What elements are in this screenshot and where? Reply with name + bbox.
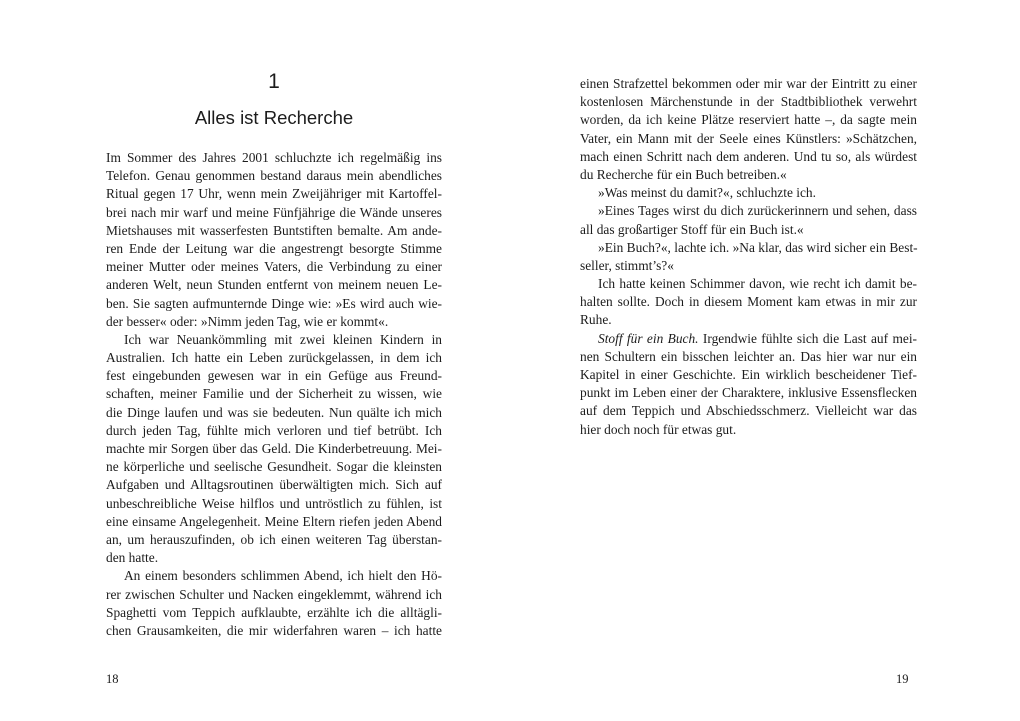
chapter-number: 1 <box>268 70 280 93</box>
text-line <box>106 295 442 313</box>
text-line-content: Aufgaben und Alltagsroutinen überwältigten mich. Sich auf <box>106 477 442 493</box>
text-line <box>106 440 442 458</box>
text-line-content: Vater, ein Mann mit der Seele eines Künstlers: »Schätzchen, <box>580 130 917 146</box>
text-line-content: brei nach mir warf und meine Fünfjährige die Wände unseres <box>106 204 442 220</box>
text-line-content: rer zwischen Schulter und Nacken eingeklemmt, während ich <box>106 586 442 602</box>
text-line-content: hier doch noch für etwas gut. <box>580 421 737 437</box>
text-line <box>580 75 917 93</box>
text-line-content: Kapitel in einer Geschichte. Ein wirklich bescheidener Tief- <box>580 367 917 382</box>
text-line <box>106 549 442 567</box>
text-line <box>580 166 917 184</box>
text-line-content: unbeschreibliche Weise hilflos und untröstlich zu fühlen, ist <box>106 495 442 511</box>
text-line <box>106 586 442 604</box>
text-line <box>580 275 917 293</box>
text-line <box>580 384 917 402</box>
page-number-right: 19 <box>896 672 909 686</box>
text-line-content: Ritual gegen 17 Uhr, wenn mein Zweijähriger mit Kartoffel- <box>106 186 442 202</box>
text-line <box>106 185 442 203</box>
text-line <box>106 240 442 258</box>
text-line <box>580 93 917 111</box>
text-line-content: Ich hatte keinen Schimmer davon, wie recht ich damit be- <box>598 276 917 292</box>
text-line-content: Telefon. Genau genommen bestand daraus mein abendliches <box>106 168 442 184</box>
text-line <box>106 458 442 476</box>
text-line-content: nen Schultern ein bisschen leichter an. Das hier war nur ein <box>580 348 917 364</box>
text-line <box>106 349 442 367</box>
text-line-content: anderen Welt, neun Stunden entfernt von meinem neuen Le- <box>106 277 442 293</box>
text-line <box>580 293 917 311</box>
text-line-content: schaften, meiner Familie und der Sicherheit zu wissen, wie <box>106 386 442 402</box>
text-line <box>106 276 442 294</box>
right-page-body-text <box>580 75 917 439</box>
text-line-content: all das großartiger Stoff für ein Buch ist.« <box>580 221 804 237</box>
text-line-content: auf dem Teppich und Abschiedsschmerz. Vielleicht war das <box>580 403 917 419</box>
text-line <box>106 604 442 622</box>
text-line-content: An einem besonders schlimmen Abend, ich hielt den Hö- <box>124 568 442 584</box>
text-line-content: meiner Mutter oder meines Vaters, die Verbindung zu einer <box>106 259 442 275</box>
text-line <box>580 421 917 439</box>
text-line <box>106 567 442 585</box>
text-line-content: seller, stimmt’s?« <box>580 257 674 273</box>
text-line-content: den hatte. <box>106 550 159 566</box>
text-line-content: chen Grausamkeiten, die mir widerfahren waren – ich hatte <box>106 622 442 638</box>
text-line <box>580 111 917 129</box>
text-line <box>106 404 442 422</box>
text-line <box>580 202 917 220</box>
text-line-content: ne körperliche und seelische Gesundheit. Sogar die kleinsten <box>106 459 442 475</box>
text-line <box>106 313 442 331</box>
text-line-content: einen Strafzettel bekommen oder mir war der Eintritt zu einer <box>580 76 917 91</box>
text-line <box>580 221 917 239</box>
text-line-content: Irgendwie fühlte sich die Last auf mei- <box>702 330 917 346</box>
text-line <box>580 130 917 148</box>
text-line-content: »Was meinst du damit?«, schluchzte ich. <box>598 185 816 201</box>
text-line <box>106 258 442 276</box>
text-line-content: Im Sommer des Jahres 2001 schluchzte ich regelmäßig ins <box>106 150 442 165</box>
text-line <box>580 239 917 257</box>
left-page-body-text <box>106 149 442 640</box>
right-page <box>580 0 917 721</box>
text-line-content: ren Ende der Leitung war die angestrengt besorgte Stimme <box>106 240 442 256</box>
text-line <box>580 257 917 275</box>
text-line <box>580 184 917 202</box>
text-line-content: Ruhe. <box>580 312 612 328</box>
text-line-content: mach einen Schritt nach dem anderen. Und tu so, als würdest <box>580 148 917 164</box>
text-line-content: der besser« oder: »Nimm jeden Tag, wie er kommt«. <box>106 313 389 329</box>
text-line-content: worden, da ich keine Plätze reserviert hatte –, da sagte mein <box>580 112 917 128</box>
left-page <box>106 0 442 721</box>
text-line-content: an, um herauszufinden, ob ich einen weiteren Tag überstan- <box>106 531 442 547</box>
text-line <box>106 149 442 167</box>
text-line <box>106 531 442 549</box>
text-line <box>106 495 442 513</box>
text-line <box>106 222 442 240</box>
text-line-content: »Eines Tages wirst du dich zurückerinnern und sehen, dass <box>598 203 917 219</box>
text-line <box>106 167 442 185</box>
text-line <box>106 476 442 494</box>
chapter-title: Alles ist Recherche <box>194 107 354 128</box>
text-line-content: du Recherche für ein Buch betreiben.« <box>580 166 787 182</box>
text-line-content: ben. Sie sagten aufmunternde Dinge wie: »Es wird auch wie- <box>106 295 442 311</box>
text-line <box>580 366 917 384</box>
text-line-content: die Dinge laufen und was sie bedeuten. Nun quälte ich mich <box>106 404 442 420</box>
text-line <box>580 348 917 366</box>
text-line <box>580 148 917 166</box>
text-line <box>106 367 442 385</box>
text-line-content: kostenlosen Märchenstunde in der Stadtbibliothek verwehrt <box>580 94 917 110</box>
text-line <box>580 402 917 420</box>
text-line <box>106 513 442 531</box>
text-line-content: machte mir Sorgen über das Geld. Die Kinderbetreuung. Mei- <box>106 441 442 456</box>
italic-phrase: Stoff für ein Buch. <box>598 330 699 346</box>
text-line-content: Spaghetti vom Teppich aufklaubte, erzählte ich die alltägli- <box>106 604 442 620</box>
text-line-content: Ich war Neuankömmling mit zwei kleinen Kindern in <box>124 331 442 347</box>
text-line <box>106 422 442 440</box>
text-line <box>106 331 442 349</box>
text-line <box>580 330 917 348</box>
text-line-content: halten sollte. Doch in diesem Moment kam etwas in mir zur <box>580 294 917 310</box>
text-line <box>106 204 442 222</box>
text-line <box>106 622 442 640</box>
text-line-content: durch jeden Tag, fühlte mich verloren und tief betrübt. Ich <box>106 422 442 438</box>
text-line-content: Australien. Ich hatte ein Leben zurückgelassen, in dem ich <box>106 350 442 366</box>
page-number-left: 18 <box>106 672 119 686</box>
text-line-content: fest eingebunden gewesen war in ein Gefüge aus Freund- <box>106 368 442 384</box>
text-line-content: »Ein Buch?«, lachte ich. »Na klar, das wird sicher ein Best- <box>598 239 918 255</box>
text-line <box>106 385 442 403</box>
text-line <box>580 311 917 329</box>
text-line-content: Mietshauses mit wasserfesten Buntstiften bemalte. Am ande- <box>106 222 442 238</box>
text-line-content: punkt im Leben einer der Charaktere, inklusive Essensflecken <box>580 385 917 401</box>
text-line-content: eine einsame Angelegenheit. Meine Eltern riefen jeden Abend <box>106 513 442 529</box>
